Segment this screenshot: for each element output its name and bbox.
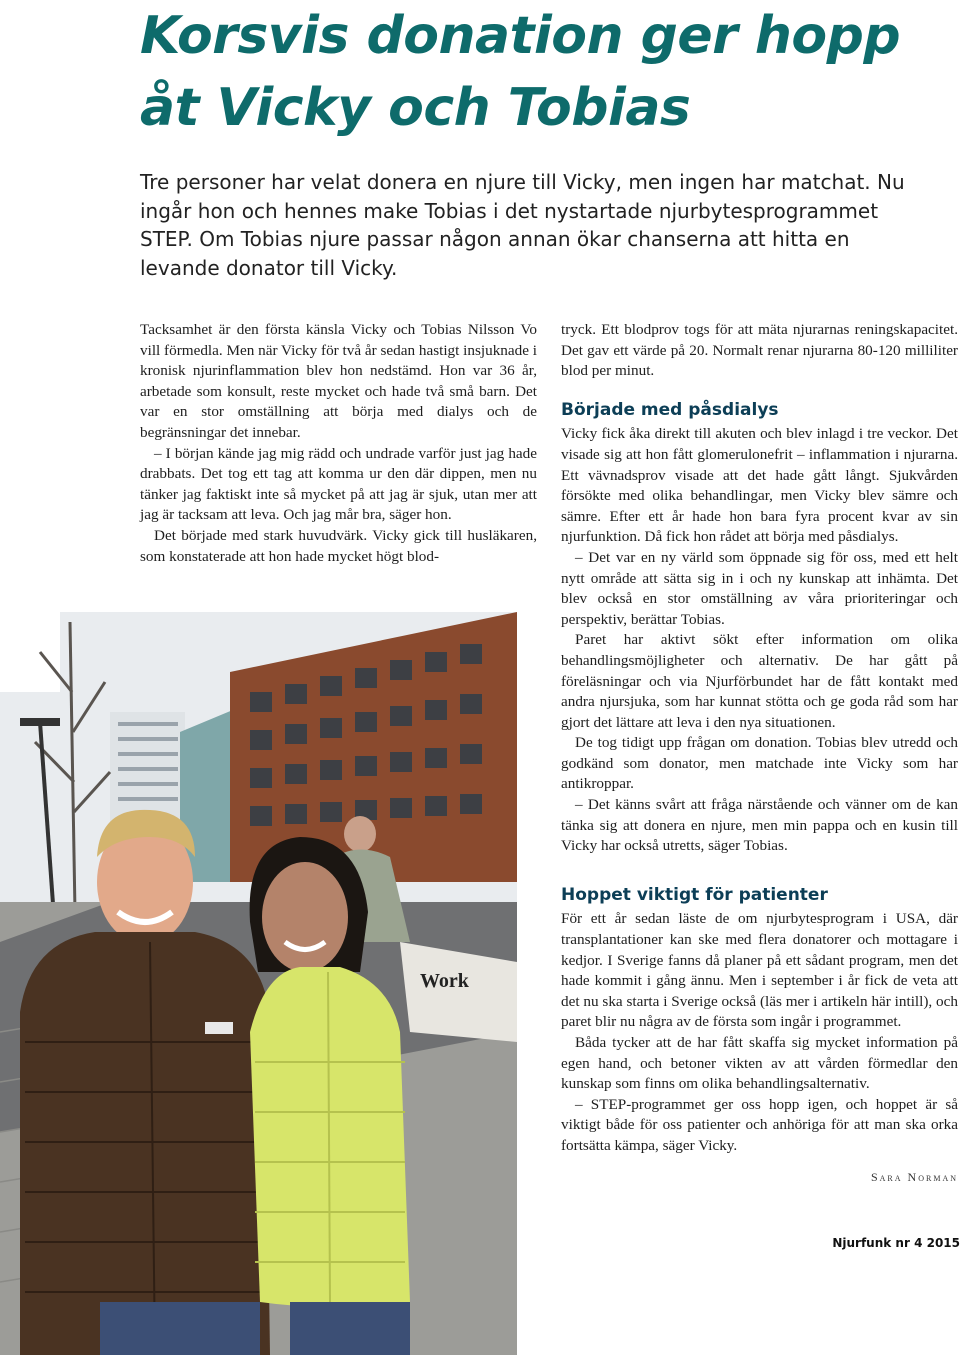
- title-line-2: åt Vicky och Tobias: [140, 78, 691, 138]
- body-paragraph: tryck. Ett blodprov togs för att mäta njurarnas reningskapacitet. Det gav ett värde på 20. Normalt renar njurarna 80-120 milliliter blod per minut.: [561, 321, 958, 380]
- body-paragraph: Båda tycker att de har fått skaffa sig mycket information på egen hand, och betoner vikten av att vården förmedlar den kunskap som finns om olika behandlingsalternativ.: [561, 1034, 958, 1093]
- body-paragraph: – STEP-programmet ger oss hopp igen, och hoppet är så viktigt både för oss patienter och anhöriga för att man ska orka fortsätta kämpa, säger Vicky.: [561, 1095, 958, 1154]
- section-heading: Började med påsdialys: [561, 399, 779, 420]
- body-paragraph: För ett år sedan läste de om njurbytesprogram i USA, där transplantationer kan ske med flera donatorer och mottagare i kedjor. I Sverige fanns då planer på ett sådant program, men det hade kommit i gång ännu. Men i september i år fick de veta att det nu ska starta i Sverige också (läs mer i artikeln här intill), och paret blir nu några av de första som ingår i programmet.: [561, 910, 958, 1031]
- body-paragraph: Vicky fick åka direkt till akuten och blev inlagd i tre veckor. Det visade sig att hon fått glomerulonefrit – inflammation i njurarna. Ett vävnadsprov visade att det hade gått långt. Sjukvården försökte med olika behandlingar, men Vicky blev sämre och sämre. Efter ett år hade hon bara fyra procent kvar av sin njurfunktion. Då fick hon rådet att börja med påsdialys.: [561, 425, 958, 546]
- body-paragraph: De tog tidigt upp frågan om donation. Tobias blev utredd och godkänd som donator, men matchade inte Vicky som har antikroppar.: [561, 734, 958, 793]
- lead-paragraph: Tre personer har velat donera en njure till Vicky, men ingen har matchat. Nu ingår hon och hennes make Tobias i det nystartade njurbytesprogrammet STEP. Om Tobias njure passar någon annan ökar chanserna att hitta en levande donator till Vicky.: [140, 170, 905, 281]
- body-paragraph: Paret har aktivt sökt efter information om olika behandlingsmöjligheter och alternativ. De har gått på föreläsningar och via Njurförbundet har de fått kontakt med andra njursjuka, som har kunnat stötta och ge goda råd som har gjort det lättare att leva i den nya situationen.: [561, 631, 958, 731]
- right-column: [561, 320, 958, 1187]
- body-paragraph: – Det var en ny värld som öppnade sig för oss, med ett helt nytt område att sätta sig in i och ny kunskap att inhämta. Det blev också en stor omställning av våra prioriteringar och perspektiv, berättar Tobias.: [561, 548, 958, 628]
- article-title: [140, 0, 940, 144]
- author-byline: Sara Norman: [870, 1169, 958, 1184]
- body-paragraph: – I början kände jag mig rädd och undrade varför just jag hade drabbats. Det tog ett tag att komma ur den där dippen, men nu tänker jag faktiskt inte så mycket på att jag är sjuk, utan mer att jag är tacksam att leva. Och jag mår bra, säger hon.: [140, 444, 537, 524]
- left-column: [140, 320, 537, 567]
- body-paragraph: Det började med stark huvudvärk. Vicky gick till husläkaren, som konstaterade att hon hade mycket högt blod-: [140, 526, 537, 565]
- couple-photo: [0, 612, 517, 1355]
- magazine-footer: Njurfunk nr 4 2015: [832, 1236, 960, 1250]
- sign-text: Work: [420, 970, 469, 992]
- title-line-1: Korsvis donation ger hopp: [140, 6, 901, 66]
- body-paragraph: – Det känns svårt att fråga närstående och vänner om de kan tänka sig att donera en njure, men min pappa och en kusin till Vicky har också utretts, säger Tobias.: [561, 796, 958, 855]
- section-heading: Hoppet viktigt för patienter: [561, 884, 828, 905]
- body-paragraph: Tacksamhet är den första känsla Vicky och Tobias Nilsson Vo vill förmedla. Men när Vicky för två år sedan hastigt insjuknade i kronisk njurinflammation blev hon nedstämd. Hon var 36 år, arbetade som konsult, reste mycket och hade två små barn. Det var en stor omställning att börja med dialys och de begränsningar det innebar.: [140, 321, 537, 441]
